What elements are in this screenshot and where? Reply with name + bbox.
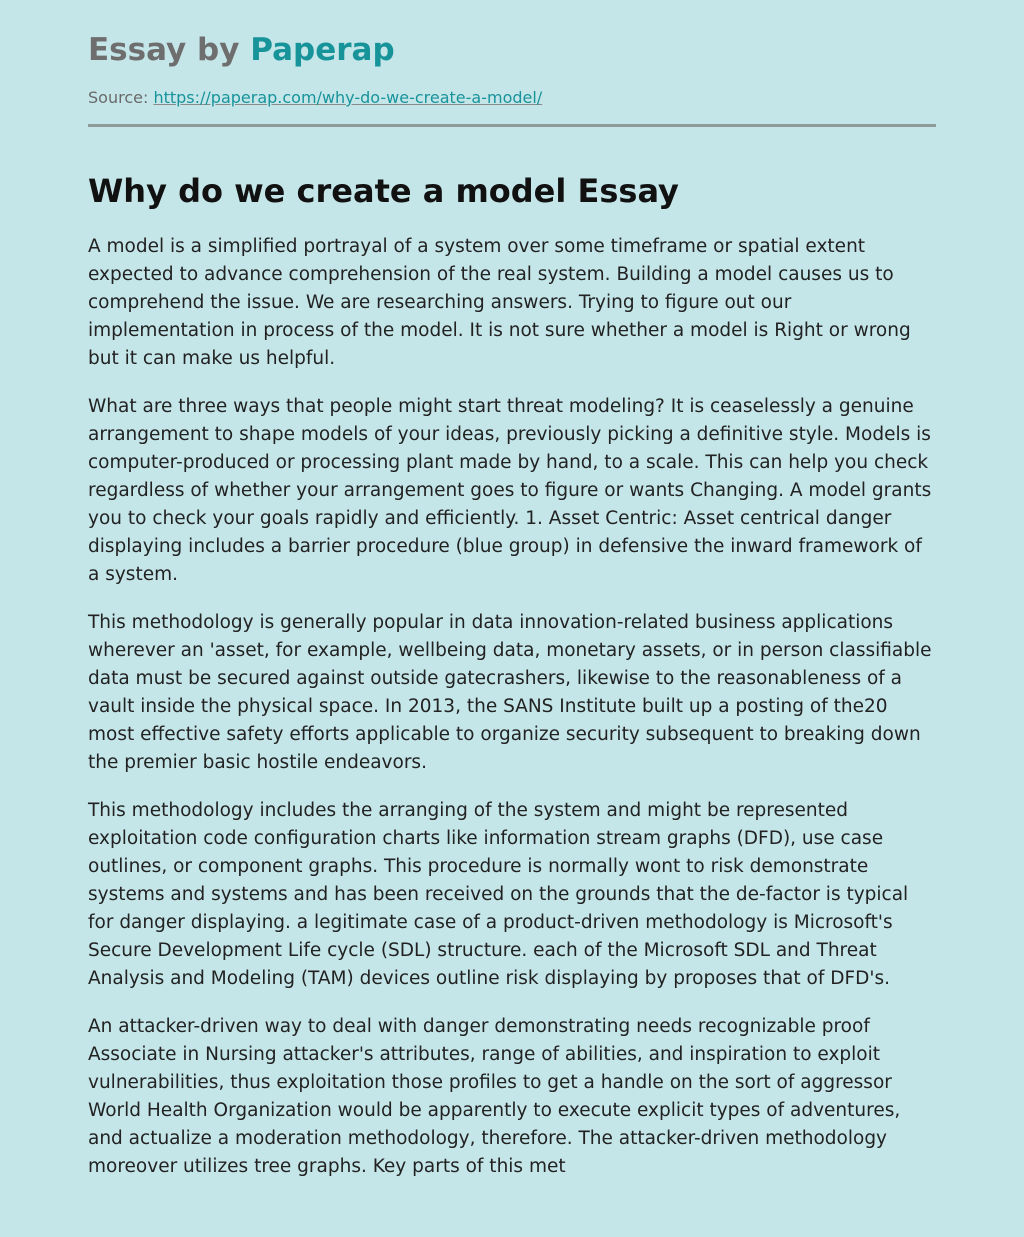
source-link[interactable]: https://paperap.com/why-do-we-create-a-model/ — [153, 88, 543, 107]
header-divider — [88, 124, 936, 127]
site-brand[interactable] — [88, 0, 936, 70]
paragraph-4: This methodology includes the arranging of the system and might be represented exploitation code configuration charts like information stream graphs (DFD), use case outlines, or component graphs. This procedure is normally wont to risk demonstrate systems and systems and has been received on the grounds that the de-factor is typical for danger displaying. a legitimate case of a product-driven methodology is Microsoft's Secure Development Life cycle (SDL) structure. each of the Microsoft SDL and Threat Analysis and Modeling (TAM) devices outline risk displaying by proposes that of DFD's. — [88, 800, 909, 989]
source-label: Source: — [88, 88, 149, 107]
paragraph-3: This methodology is generally popular in data innovation-related business applications wherever an 'asset, for example, wellbeing data, monetary assets, or in person classifiable data must be secured against outside gatecrashers, likewise to the reasonableness of a vault inside the physical space. In 2013, the SANS Institute built up a posting of the20 most effective safety efforts applicable to organize security subsequent to breaking down the premier basic hostile endeavors. — [88, 612, 932, 773]
essay-body — [88, 233, 936, 1181]
paragraph-1: A model is a simplified portrayal of a system over some timeframe or spatial extent expected to advance comprehension of the real system. Building a model causes us to comprehend the issue. We are researching answers. Trying to figure out our implementation in process of the model. It is not sure whether a model is Right or wrong but it can make us helpful. — [88, 236, 911, 369]
source-line — [88, 88, 936, 108]
paragraph-5: An attacker-driven way to deal with danger demonstrating needs recognizable proof Associate in Nursing attacker's attributes, range of abilities, and inspiration to exploit vulnerabilities, thus exploitation those profiles to get a handle on the sort of aggressor World Health Organization would be apparently to execute explicit types of adventures, and actualize a moderation methodology, therefore. The attacker-driven methodology moreover utilizes tree graphs. Key parts of this met — [88, 1016, 901, 1177]
brand-name: Paperap — [250, 32, 395, 68]
paragraph-2: What are three ways that people might start threat modeling? It is ceaselessly a genuine arrangement to shape models of your ideas, previously picking a definitive style. Models is computer-produced or processing plant made by hand, to a scale. This can help you check regardless of whether your arrangement goes to figure or wants Changing. A model grants you to check your goals rapidly and efficiently. 1. Asset Centric: Asset centrical danger displaying includes a barrier procedure (blue group) in defensive the inward framework of a system. — [88, 396, 932, 585]
brand-prefix: Essay by — [88, 32, 240, 68]
essay-title: Why do we create a model Essay — [88, 172, 679, 210]
